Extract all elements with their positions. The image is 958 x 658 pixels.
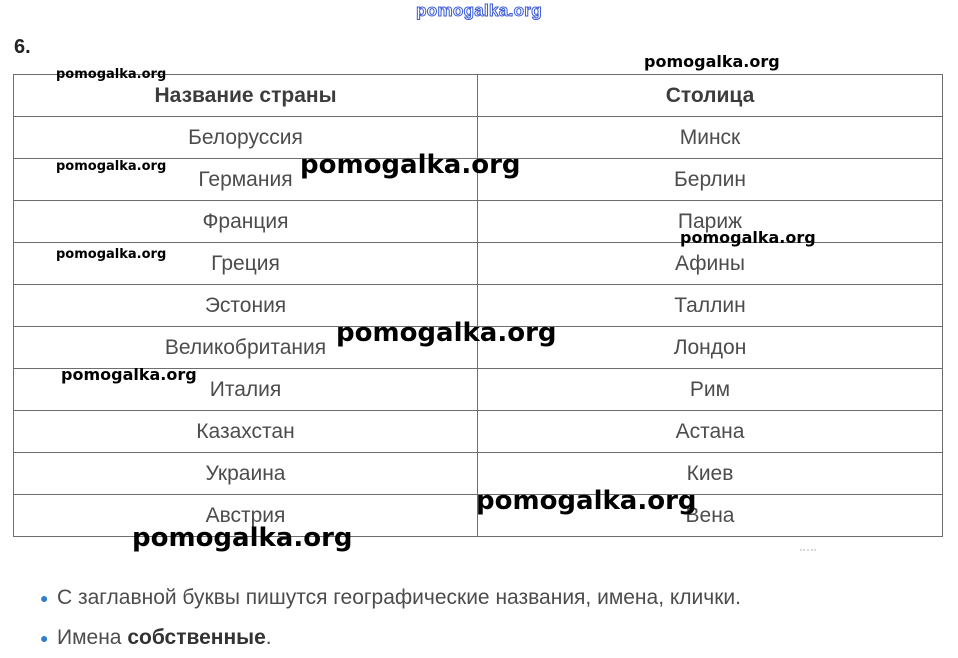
capital-cell: Минск	[478, 117, 943, 159]
table-row	[14, 411, 943, 453]
watermark: pomogalka.org	[56, 247, 167, 262]
country-cell: Греция	[14, 243, 478, 285]
task-number: 6.	[14, 36, 31, 58]
watermark: pomogalka.org	[680, 228, 816, 247]
country-cell: Франция	[14, 201, 478, 243]
watermark: pomogalka.org	[56, 67, 167, 82]
bullet-icon: ●	[40, 590, 49, 606]
capital-cell: Таллин	[478, 285, 943, 327]
capital-cell: Рим	[478, 369, 943, 411]
note-text-suffix: .	[265, 626, 272, 649]
watermark: pomogalka.org	[300, 150, 521, 180]
capital-cell: Берлин	[478, 159, 943, 201]
watermark: pomogalka.org	[336, 318, 557, 348]
countries-capitals-table	[13, 74, 943, 537]
bullet-icon: ●	[40, 630, 49, 646]
country-cell: Австрия	[14, 495, 478, 537]
note-text: С заглавной буквы пишутся географические названия, имена, клички.	[57, 586, 741, 609]
capital-cell: Вена	[478, 495, 943, 537]
watermark: pomogalka.org	[476, 486, 697, 516]
watermark: pomogalka.org	[61, 365, 197, 384]
note-text-prefix: Имена	[57, 626, 128, 649]
note-text-bold: собственные	[127, 626, 266, 649]
capital-cell: Астана	[478, 411, 943, 453]
watermark: pomogalka.org	[644, 52, 780, 71]
watermark: pomogalka.org	[132, 523, 353, 553]
capital-cell: Афины	[478, 243, 943, 285]
capital-cell: Киев	[478, 453, 943, 495]
note-item	[40, 578, 940, 618]
column-header-capital: Столица	[478, 75, 943, 117]
country-cell: Украина	[14, 453, 478, 495]
capital-cell: Париж	[478, 201, 943, 243]
capital-cell: Лондон	[478, 327, 943, 369]
country-cell: Великобритания	[14, 327, 478, 369]
column-header-country: Название страны	[14, 75, 478, 117]
decorative-dots	[800, 549, 816, 553]
site-watermark: pomogalka.org	[416, 1, 542, 20]
country-cell: Эстония	[14, 285, 478, 327]
watermark: pomogalka.org	[56, 159, 167, 174]
country-cell: Германия	[14, 159, 478, 201]
note-item	[40, 618, 940, 658]
country-cell: Белоруссия	[14, 117, 478, 159]
notes-list	[40, 578, 940, 658]
country-cell: Италия	[14, 369, 478, 411]
country-cell: Казахстан	[14, 411, 478, 453]
